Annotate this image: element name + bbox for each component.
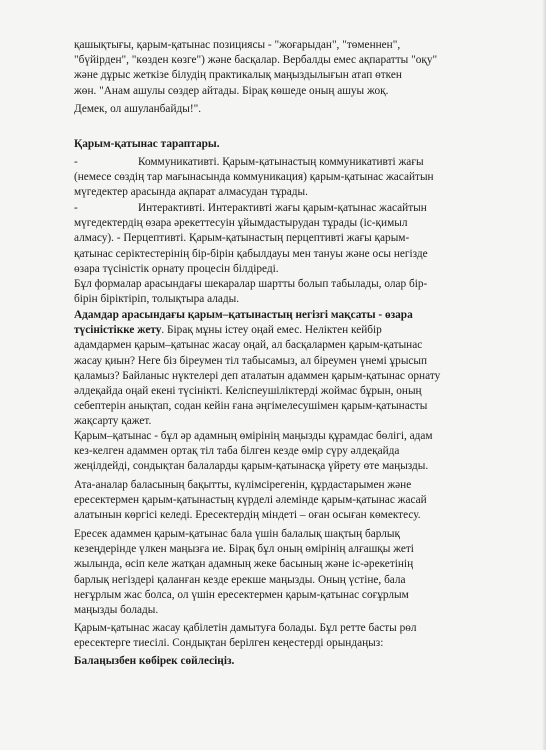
text-line: жөн. "Анам ашулы сөздер айтады. Бірақ көшеде оның ашуы жоқ. [74,84,389,97]
text-line: жақсарту қажет. [74,415,152,428]
text-line: ересектерге тиесілі. Сондықтан берілген кеңестерді орындаңыз: [74,637,384,650]
text-segment: . Бірақ мұны істеу оңай емес. Неліктен кейбір [161,324,382,337]
section-heading: Қарым-қатынас тараптары. [74,138,220,150]
text-segment: Коммуникативті. Қарым-қатынастың коммуникативті жағы [138,156,424,168]
text-line: өзара түсіністік орнату процесін білдіреді. [74,262,279,275]
text-line [74,201,484,216]
bold-phrase: түсіністікке жету [74,324,162,337]
text-line: және дұрыс жеткізе білудің практикалық маңыздылығын атап өткен [74,69,402,82]
text-line: қашықтығы, қарым-қатынас позициясы - "жоғарыдан", "төменнен", [74,39,401,51]
text-line: адамдармен қарым–қатынас жасау оңай, ал басқалармен қарым-қатынас [74,339,423,352]
text-line: Бұл формалар арасындағы шекаралар шартты болып табылады, олар бір- [74,278,428,291]
text-line: қаламыз? Байланыс нүктелері деп аталатын адаммен қарым-қатынас орнату [74,369,441,382]
paragraph-main-goal [74,308,484,430]
paragraph-parents [74,478,484,524]
text-line: қатынас серіктестерінің бір-бірін қабылдауы мен тануы және осы негізде [74,247,428,260]
text-line: бірін біріктіріп, толықтыра алады. [74,293,240,306]
text-line: кез-келген адаммен ортақ тіл таба білген кезде өмір сүру әлдеқайда [74,445,400,458]
text-line [74,323,484,338]
text-line: маңызды болады. [74,604,159,617]
text-line: Ата-аналар баласының бақытты, күлімсірегенін, құрдастарымен және [74,479,412,491]
bold-line: Адамдар арасындағы қарым–қатынастың негізгі мақсаты - өзара [74,309,413,321]
text-line: жылында, өсіп келе жатқан адамның жеке басының және іс-әрекетінің [74,558,414,571]
paragraph-communicative [74,155,484,201]
paragraph-interactive [74,201,484,307]
text-line: Қарым–қатынас - бұл әр адамның өмірінің маңызды құрамдас бөлігі, адам [74,430,433,442]
text-line: мүгедектердің өзара әрекеттесуін ұйымдастырудан тұрады (іс-қимыл [74,217,408,230]
dash-bullet: - [74,202,78,214]
text-line: кезеңдерінде үлкен маңызға ие. Бірақ бұл оның өмірінің алғашқы жеті [74,543,414,556]
text-line: неғұрлым жас болса, ол үшін ересектермен қарым-қатынас соғұрлым [74,588,409,601]
text-line: (немесе сөздің тар мағынасында коммуникация) қарым-қатынас жасайтын [74,171,434,184]
dash-bullet: - [74,156,78,168]
paragraph-develop-skill [74,621,484,651]
text-line: Ересек адаммен қарым-қатынас бала үшін балалық шақтың барлық [74,528,400,540]
text-line [74,155,484,170]
paragraph-communication-life [74,429,484,475]
text-line: Қарым-қатынас жасау қабілетін дамытуға болады. Бұл ретте басты рөл [74,622,417,634]
text-line: Демек, ол ашуланбайды!". [74,102,202,115]
scan-edge [542,0,546,750]
text-line: ересектермен қарым-қатынастың күрделі әлемінде қарым-қатынас жасай [74,494,427,507]
paragraph-adult-child [74,527,484,618]
text-line: "бүйірден", "көзден көзге") және басқалар. Вербалды емес ақпаратты "оқу" [74,54,438,67]
text-line: алмасу). - Перцептивті. Қарым-қатынастың перцептивті жағы қарым- [74,232,410,245]
text-line: мүгедектер арасында ақпарат алмасудан тұрады. [74,186,308,199]
advice-heading: Балаңызбен көбірек сөйлесіңіз. [74,655,235,667]
text-line: әлдеқайда оңай екені түсінікті. Келіспеушіліктерді жоймас бұрын, оның [74,385,422,398]
text-line: жеңілдейді, сондықтан балаларды қарым-қатынасқа үйрету өте маңызды. [74,460,429,473]
text-line: себептерін анықтап, содан кейін ғана әңгімелесушімен қарым-қатынасты [74,400,428,413]
text-segment: Интерактивті. Интерактивті жағы қарым-қатынас жасайтын [138,202,427,214]
text-line: барлық негіздері қаланған кезде ерекше маңызды. Оның үстіне, бала [74,573,406,586]
text-line: алатынын көргісі келеді. Ересектердің міндеті – оған осыған көмектесу. [74,509,421,522]
paragraph-intro [74,38,484,117]
text-line: жасау қиын? Неге біз біреумен тіл табысамыз, ал біреумен үнемі ұрысып [74,354,428,367]
